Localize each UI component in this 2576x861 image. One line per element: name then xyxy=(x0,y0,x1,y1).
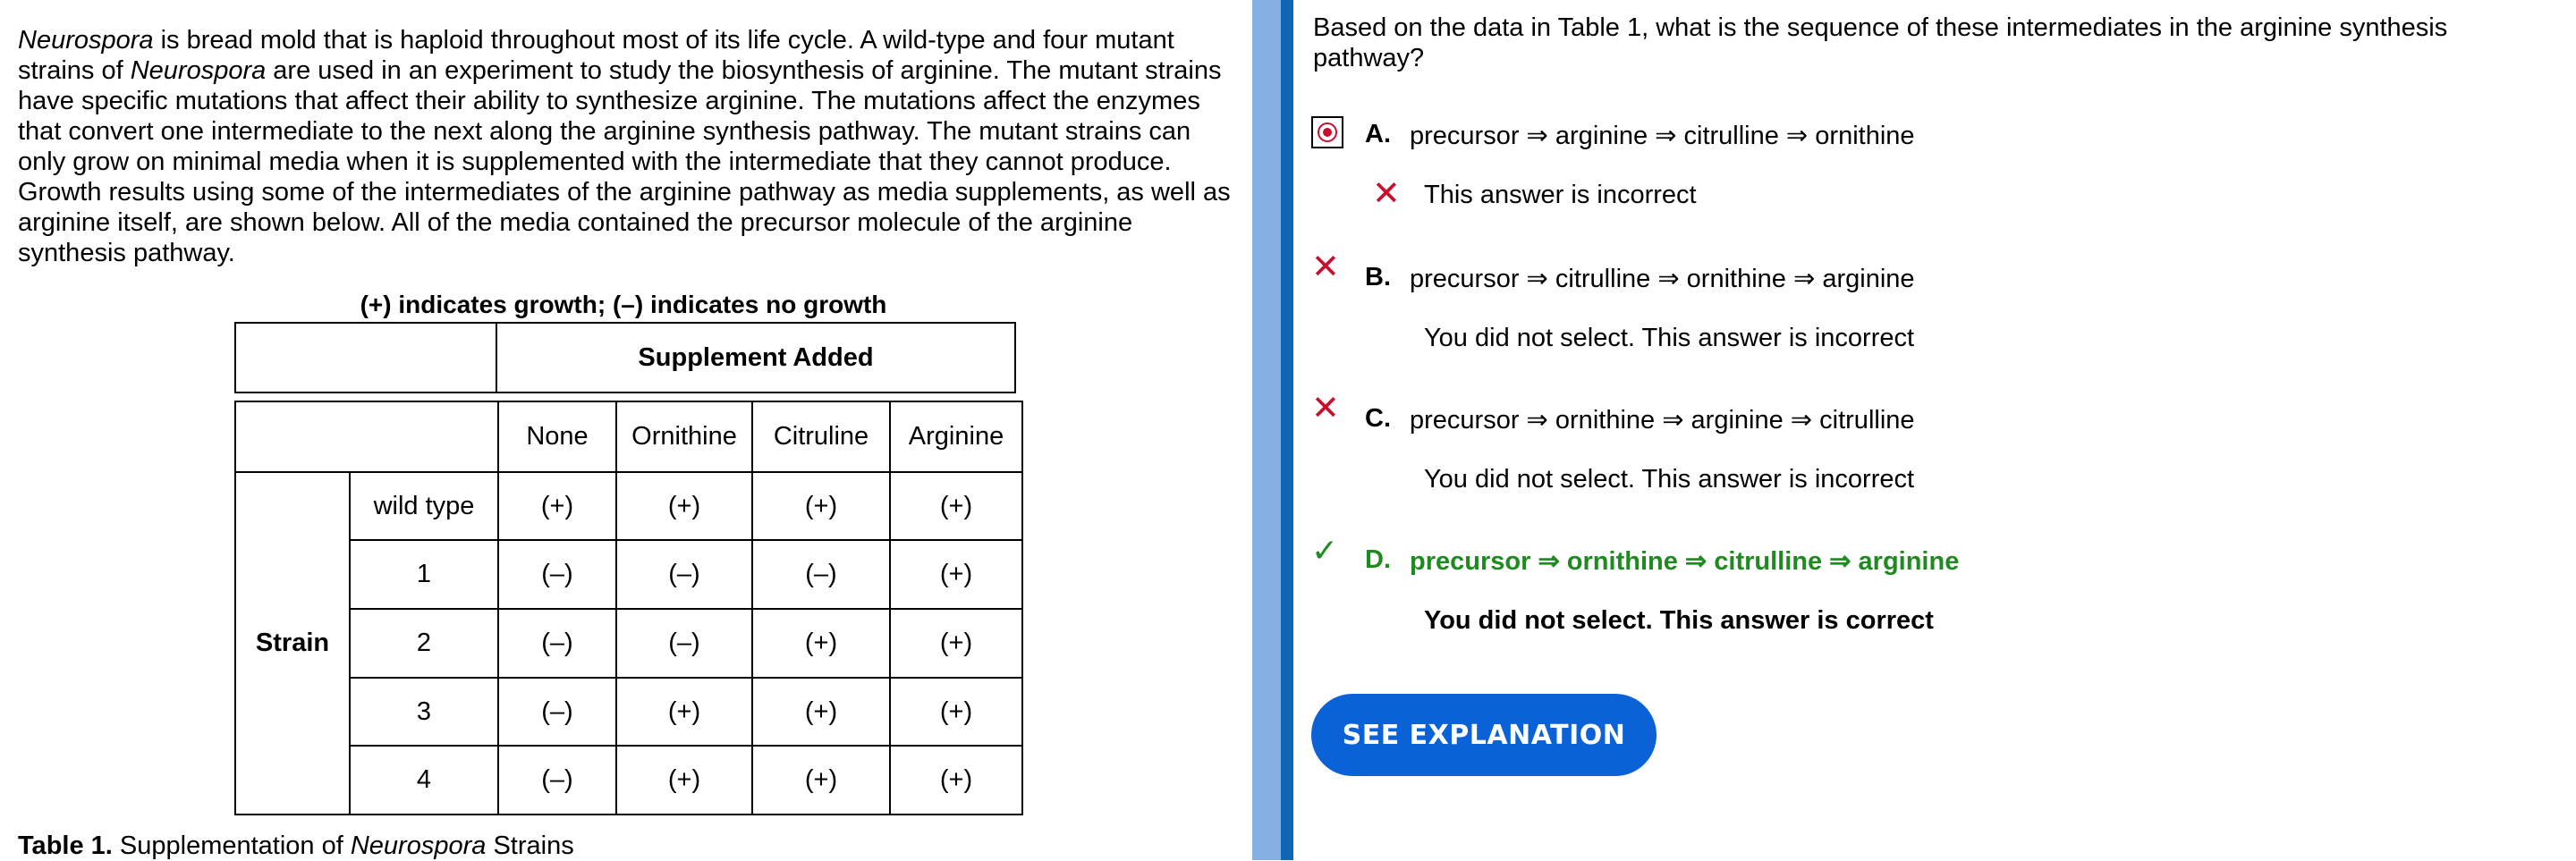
table-row xyxy=(235,609,1022,678)
question-panel xyxy=(1293,0,2576,860)
option-text: precursor ⇒ ornithine ⇒ citrulline ⇒ arginine xyxy=(1410,547,1960,576)
feedback-b: You did not select. This answer is incorrect xyxy=(1424,324,1915,352)
table-cell: (+) xyxy=(752,609,890,678)
option-text: precursor ⇒ ornithine ⇒ arginine ⇒ citrulline xyxy=(1410,406,1915,435)
answer-option-b[interactable] xyxy=(1293,259,2546,295)
table-caption-end: Strains xyxy=(486,831,574,860)
table-cell: (+) xyxy=(890,472,1022,540)
table-row xyxy=(235,472,1022,540)
table-cell: (–) xyxy=(498,678,616,746)
table-cell: (+) xyxy=(890,609,1022,678)
option-letter: A. xyxy=(1365,120,1391,148)
table-caption xyxy=(18,831,574,861)
data-table xyxy=(234,401,1023,815)
see-explanation-button[interactable]: SEE EXPLANATION xyxy=(1311,694,1657,776)
radio-dot xyxy=(1318,122,1337,142)
table-cell: (+) xyxy=(498,472,616,540)
option-text: precursor ⇒ citrulline ⇒ ornithine ⇒ arginine xyxy=(1410,265,1915,293)
row-label: 2 xyxy=(350,609,498,678)
table-legend: (+) indicates growth; (–) indicates no growth xyxy=(360,291,887,318)
passage-italic-1: Neurospora xyxy=(18,26,154,55)
table-corner-blank xyxy=(235,401,498,472)
option-letter: B. xyxy=(1365,263,1391,291)
table-row xyxy=(235,746,1022,815)
row-label: 4 xyxy=(350,746,498,815)
table-cell: (–) xyxy=(616,609,752,678)
radio-selected-icon[interactable] xyxy=(1311,116,1343,148)
question-stem: Based on the data in Table 1, what is the sequence of these intermediates in the arginine synthesis pathway? xyxy=(1313,13,2448,72)
table-header-blank xyxy=(235,323,496,393)
table-cell: (–) xyxy=(498,540,616,609)
table-cell: (–) xyxy=(498,609,616,678)
row-label: 3 xyxy=(350,678,498,746)
column-header-arginine: Arginine xyxy=(890,401,1022,472)
passage-part-2: is bread mold that is haploid throughout most of its life cycle. A wild-type and four mutant strains of xyxy=(18,26,1174,85)
supplement-added-header: Supplement Added xyxy=(496,323,1015,393)
table-cell: (+) xyxy=(890,540,1022,609)
feedback-c: You did not select. This answer is incorrect xyxy=(1424,465,1915,494)
table-cell: (–) xyxy=(498,746,616,815)
passage-text xyxy=(18,25,1243,268)
panel-divider-dark[interactable] xyxy=(1281,0,1293,860)
table-row xyxy=(235,540,1022,609)
table-caption-label: Table 1. xyxy=(18,831,113,860)
passage-part-4: are used in an experiment to study the biosynthesis of arginine. The mutant strains have specific mutations that affect their ability to synthesize arginine. The mutations affect the enzymes that convert one intermediate to the next along the arginine synthesis pathway. The mutant strains can only grow on minimal media when it is supplemented with the intermediate that they cannot produce. Growth results using some of the intermediates of the arginine pathway as media supplements, as well as arginine itself, are shown below. All of the media contained the precursor molecule of the arginine synthesis pathway. xyxy=(18,56,1231,267)
table-cell: (+) xyxy=(752,678,890,746)
table-cell: (+) xyxy=(890,746,1022,815)
row-label: wild type xyxy=(350,472,498,540)
table-cell: (+) xyxy=(890,678,1022,746)
passage-panel xyxy=(0,0,1252,860)
answer-option-c[interactable] xyxy=(1293,401,2546,436)
row-label: 1 xyxy=(350,540,498,609)
table-caption-text: Supplementation of xyxy=(112,831,351,860)
option-letter: D. xyxy=(1365,545,1391,574)
passage-italic-3: Neurospora xyxy=(130,56,267,85)
table-cell: (+) xyxy=(752,746,890,815)
feedback-d: You did not select. This answer is correct xyxy=(1424,606,1934,635)
strain-label: Strain xyxy=(235,472,350,815)
table-cell: (+) xyxy=(616,472,752,540)
column-header-ornithine: Ornithine xyxy=(616,401,752,472)
x-icon: ✕ xyxy=(1311,249,1340,286)
feedback-a: This answer is incorrect xyxy=(1424,181,1697,209)
answer-option-d[interactable] xyxy=(1293,542,2546,578)
table-cell: (+) xyxy=(752,472,890,540)
x-icon: ✕ xyxy=(1372,175,1401,213)
table-cell: (+) xyxy=(616,678,752,746)
option-letter: C. xyxy=(1365,404,1391,433)
check-icon: ✓ xyxy=(1311,532,1339,569)
table-supplement-header xyxy=(234,322,1016,393)
panel-divider-light[interactable] xyxy=(1252,0,1281,860)
table-cell: (+) xyxy=(616,746,752,815)
table-cell: (–) xyxy=(752,540,890,609)
table-caption-italic: Neurospora xyxy=(350,831,487,860)
column-header-none: None xyxy=(498,401,616,472)
column-header-citruline: Citruline xyxy=(752,401,890,472)
table-row xyxy=(235,678,1022,746)
x-icon: ✕ xyxy=(1311,390,1340,427)
table-cell: (–) xyxy=(616,540,752,609)
answer-option-a[interactable] xyxy=(1293,116,2546,152)
option-text: precursor ⇒ arginine ⇒ citrulline ⇒ ornithine xyxy=(1410,122,1915,150)
